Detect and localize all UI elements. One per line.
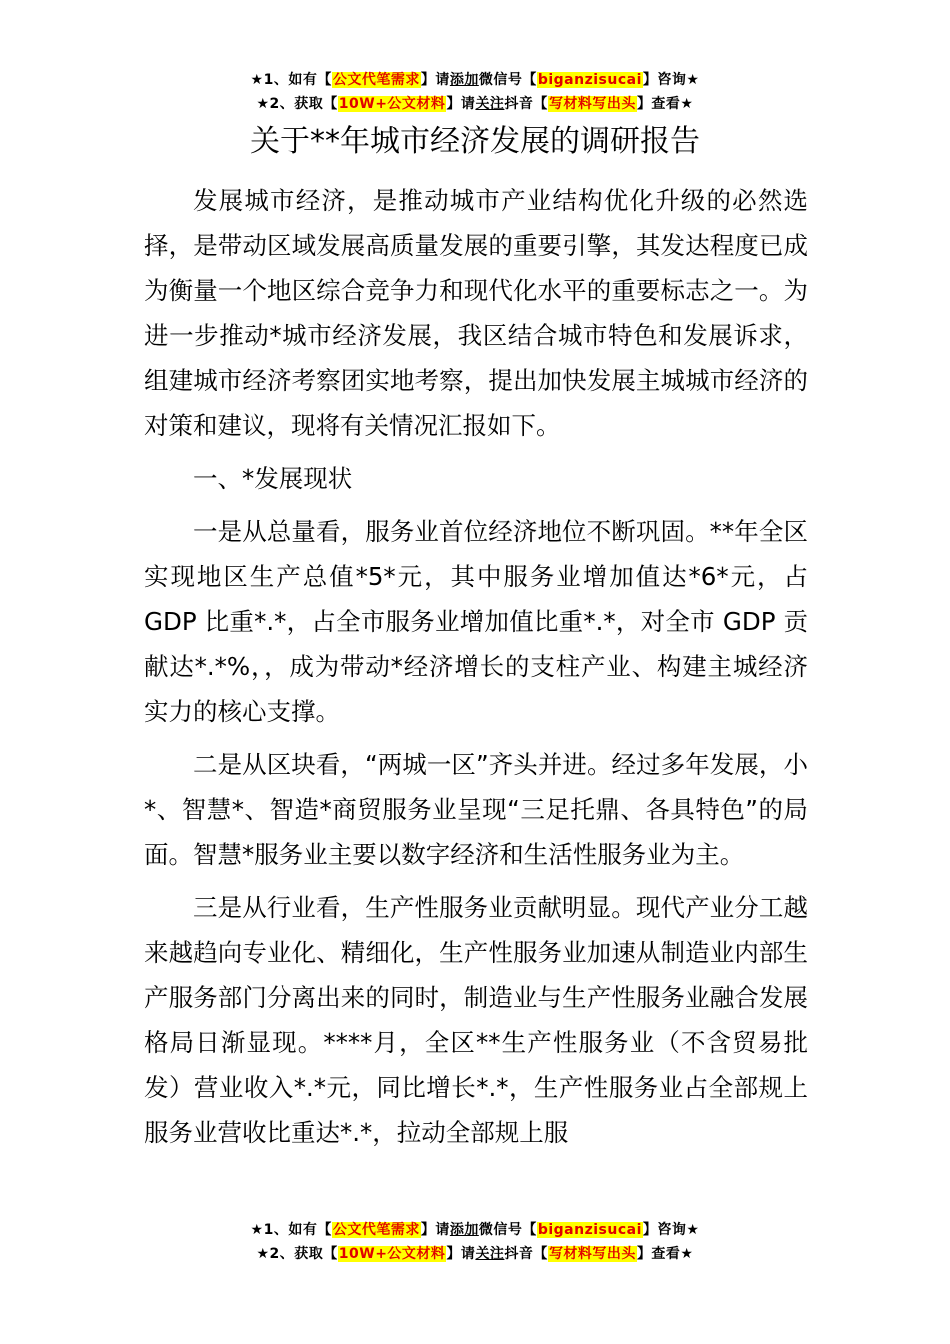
paragraph-blocks: 二是从区块看，“两城一区”齐头并进。经过多年发展，小*、智慧*、智造*商贸服务业呈现“三足托鼎、各具特色”的局面。智慧*服务业主要以数字经济和生活性服务业为主。 xyxy=(144,750,808,869)
banner-text: ★2、获取【 xyxy=(256,96,338,112)
banner-text: 】请 xyxy=(420,1222,450,1238)
banner-line-1 xyxy=(0,1218,950,1242)
paragraph-intro: 发展城市经济，是推动城市产业结构优化升级的必然选择，是带动区域发展高质量发展的重要引擎，其发达程度已成为衡量一个地区综合竞争力和现代化水平的重要标志之一。为进一步推动*城市经济发展，我区结合城市特色和发展诉求，组建城市经济考察团实地考察，提出加快发展主城城市经济的对策和建议，现将有关情况汇报如下。 xyxy=(144,186,808,440)
banner-text: 】咨询★ xyxy=(642,1222,700,1238)
banner-underline: 添加 xyxy=(449,1222,479,1238)
banner-text: 】请 xyxy=(420,72,450,88)
banner-text: ★1、如有【 xyxy=(250,1222,332,1238)
banner-text: 微信号【 xyxy=(478,72,537,88)
banner-highlight: 10W+公文材料 xyxy=(338,96,446,112)
banner-text: 抖音【 xyxy=(504,1246,548,1262)
banner-line-1 xyxy=(0,68,950,92)
paragraph-industry: 三是从行业看，生产性服务业贡献明显。现代产业分工越来越趋向专业化、精细化，生产性服务业加速从制造业内部生产服务部门分离出来的同时，制造业与生产性服务业融合发展格局日渐显现。****月，全区**生产性服务业（不含贸易批发）营业收入*.*元，同比增长*.*，生产性服务业占全部规上服务业营收比重达*.*，拉动全部规上服 xyxy=(144,893,808,1147)
banner-text: 抖音【 xyxy=(504,96,548,112)
banner-text: 】咨询★ xyxy=(642,72,700,88)
banner-text: ★2、获取【 xyxy=(256,1246,338,1262)
top-banner xyxy=(0,68,950,116)
paragraph-total: 一是从总量看，服务业首位经济地位不断巩固。**年全区实现地区生产总值*5*元，其中服务业增加值达*6*元，占 GDP 比重*.*，占全市服务业增加值比重*.*，对全市 GDP 贡献达*.*%，，成为带动*经济增长的支柱产业、构建主城经济实力的核心支撑。 xyxy=(144,517,808,726)
banner-wechat-id: biganzisucai xyxy=(537,72,642,88)
document-body xyxy=(144,178,808,1163)
banner-highlight: 10W+公文材料 xyxy=(338,1246,446,1262)
section-heading: 一、*发展现状 xyxy=(193,464,353,493)
banner-line-2 xyxy=(0,92,950,116)
document-title: 关于**年城市经济发展的调研报告 xyxy=(250,124,700,159)
banner-underline: 关注 xyxy=(475,1246,505,1262)
banner-text: ★1、如有【 xyxy=(250,72,332,88)
banner-highlight: 公文代笔需求 xyxy=(332,1222,420,1238)
banner-text: 】查看★ xyxy=(636,96,694,112)
banner-text: 】请 xyxy=(446,1246,476,1262)
banner-douyin-id: 写材料写出头 xyxy=(548,96,636,112)
banner-line-2 xyxy=(0,1242,950,1266)
banner-text: 微信号【 xyxy=(478,1222,537,1238)
banner-douyin-id: 写材料写出头 xyxy=(548,1246,636,1262)
banner-text: 】查看★ xyxy=(636,1246,694,1262)
banner-underline: 关注 xyxy=(475,96,505,112)
banner-highlight: 公文代笔需求 xyxy=(332,72,420,88)
banner-underline: 添加 xyxy=(449,72,479,88)
banner-text: 】请 xyxy=(446,96,476,112)
banner-wechat-id: biganzisucai xyxy=(537,1222,642,1238)
bottom-banner xyxy=(0,1218,950,1266)
